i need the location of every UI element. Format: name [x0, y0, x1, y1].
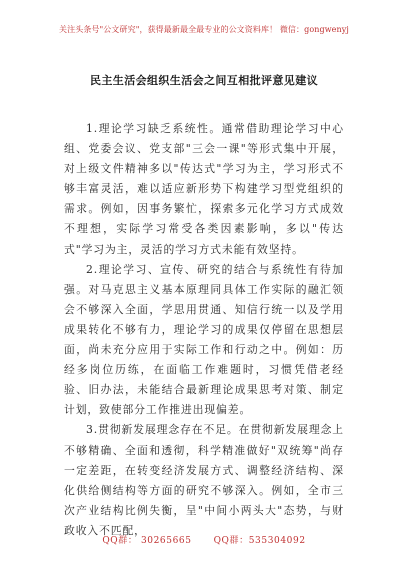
page-title: 民主生活会组织生活会之间互相批评意见建议: [90, 74, 318, 87]
header-note: 关注头条号"公文研究"，获得最新最全最专业的公文资料库！ 微信：gongwenyj: [59, 25, 349, 34]
paragraph-1: 1.理论学习缺乏系统性。通常借助理论学习中心组、党委会议、党支部"三会一课"等形式集中开展，对上级文件精神多以"传达式"学习为主，学习形式不够丰富灵活，难以适应新形势下构建学习型党组织的需求。例如，因事务繁忙，探索多元化学习方式成效不理想，实际学习常受各类因素影响，多以"传达式"学习为主，灵活的学习方式未能有效坚持。: [64, 122, 344, 256]
footer-contact: [0, 533, 408, 546]
footer-qq-group-2: QQ群：535304092: [213, 536, 306, 546]
footer-qq-group-1: QQ群： 30265665: [102, 536, 192, 546]
paragraph-3: 3.贯彻新发展理念存在不足。在贯彻新发展理念上不够精确、全面和透彻，科学精准做好"双统筹"尚存一定差距，在转变经济发展方式、调整经济结构、深化供给侧结构等方面的研究不够深入。例如，全市三次产业结构比例失衡，呈"中间小两头大"态势，与财政收入不匹配，: [64, 423, 344, 537]
document-body: [64, 119, 344, 541]
paragraph-2: 2.理论学习、宣传、研究的结合与系统性有待加强。对马克思主义基本原理同具体工作实际的融汇领会不够深入全面，学思用贯通、知信行统一以及学用成果转化不够有力，理论学习的成果仅停留在思想层面，尚未充分应用于实际工作和行动之中。例如：历经多岗位历练，在面临工作难题时，习惯凭借老经验、旧办法，未能结合最新理论成果思考对策、制定计划，致使部分工作推进出现偏差。: [64, 262, 344, 417]
